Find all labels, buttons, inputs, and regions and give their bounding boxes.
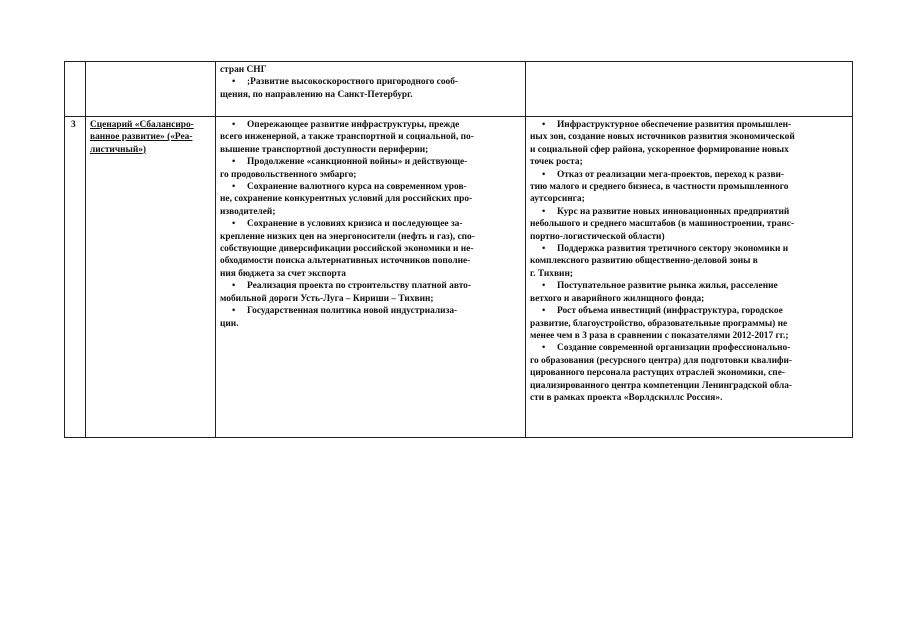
text-line: • Создание современной организации профессионально- xyxy=(542,343,791,354)
scenario-cell xyxy=(86,62,216,117)
text-line: • Сохранение валютного курса на современном уров- xyxy=(232,182,467,193)
text-line: • Инфраструктурное обеспечение развития промышлен- xyxy=(542,120,792,130)
text-line: • Рост объема инвестиций (инфраструктура, городское xyxy=(542,306,783,317)
text-line: циализированного центра компетенции Ленинградской обла- xyxy=(530,380,793,391)
text-line: небольшого и среднего масштабов (в машиностроении, транс- xyxy=(530,219,795,230)
text-line: всего инженерной, а также транспортной и социальной, по- xyxy=(220,132,474,143)
text-line: аутсорсинга; xyxy=(530,194,585,205)
text-line: цированного персонала растущих отраслей экономики, спе- xyxy=(530,368,785,379)
text-line: вышение транспортной доступности периферии; xyxy=(220,144,429,155)
text-line: обходимости поиска альтернативных источников пополне- xyxy=(220,256,471,267)
text-line: • Продолжение «санкционной войны» и действующе- xyxy=(232,157,468,168)
text-line: изводителей; xyxy=(220,206,276,217)
text-line: стран СНГ xyxy=(220,65,267,75)
scenario-name xyxy=(86,117,216,438)
text-line: ветхого и аварийного жилищного фонда; xyxy=(530,293,705,304)
text-line: • Отказ от реализации мега-проектов, переход к разви- xyxy=(542,169,785,180)
text-line: • Опережающее развитие инфраструктуры, прежде xyxy=(232,120,460,130)
text-line: мобильной дороги Усть-Луга – Кириши – Тихвин; xyxy=(220,293,434,304)
conditions-cell xyxy=(216,117,526,438)
text-line: и социальной сфер района, ускоренное формирование новых xyxy=(530,144,789,155)
text-line: • Курс на развитие новых инновационных предприятий xyxy=(542,206,790,217)
text-line: комплексного развитию общественно-деловой зоны в xyxy=(530,256,758,267)
text-line: развитие, благоустройство, образовательные программы) не xyxy=(530,318,788,329)
text-line: • Государственная политика новой индустриализа- xyxy=(232,306,458,317)
text-line: • Поступательное развитие рынка жилья, расселение xyxy=(542,281,778,292)
text-line: точек роста; xyxy=(530,157,583,168)
text-line: щения, по направлению на Санкт-Петербург. xyxy=(220,89,413,100)
scenario-title: Сценарий «Сбалансиро-ванное развитие» («Реа-листичный») xyxy=(90,120,194,155)
text-line: тию малого и среднего бизнеса, в частности промышленного xyxy=(530,182,789,193)
text-line: ния бюджета за счет экспорта xyxy=(220,268,346,279)
text-line: не, сохранение конкурентных условий для российских про- xyxy=(220,194,473,205)
measures-cell xyxy=(216,62,526,117)
row-number: 3 xyxy=(65,117,86,438)
scenario-table xyxy=(64,61,853,438)
text-line: • Поддержка развития третичного сектору экономики и xyxy=(542,244,789,255)
table-row xyxy=(65,62,853,117)
text-line: сти в рамках проекта «Ворлдскиллс Россия». xyxy=(530,392,723,403)
results-cell xyxy=(526,62,853,117)
text-line: ных зон, создание новых источников развития экономической xyxy=(530,132,795,143)
text-line: го продовольственного эмбарго; xyxy=(220,169,357,180)
text-line: г. Тихвин; xyxy=(530,268,573,279)
table-row xyxy=(65,117,853,438)
text-line: крепление низких цен на энергоносители (нефть и газ), спо- xyxy=(220,231,475,242)
text-line: портно-логистической области) xyxy=(530,231,665,242)
text-line: ции. xyxy=(220,318,239,329)
text-line: • ;Развитие высокоскоростного пригородного сооб- xyxy=(232,77,459,88)
text-line: • Сохранение в условиях кризиса и последующее за- xyxy=(232,219,463,230)
number-cell xyxy=(65,62,86,117)
effects-cell xyxy=(526,117,853,438)
text-line: менее чем в 3 раза в сравнении с показателями 2012-2017 гг.; xyxy=(530,330,789,341)
text-line: собствующие диверсификации российской экономики и не- xyxy=(220,244,474,255)
text-line: го образования (ресурсного центра) для подготовки квалифи- xyxy=(530,355,792,366)
text-line: • Реализация проекта по строительству платной авто- xyxy=(232,281,471,292)
